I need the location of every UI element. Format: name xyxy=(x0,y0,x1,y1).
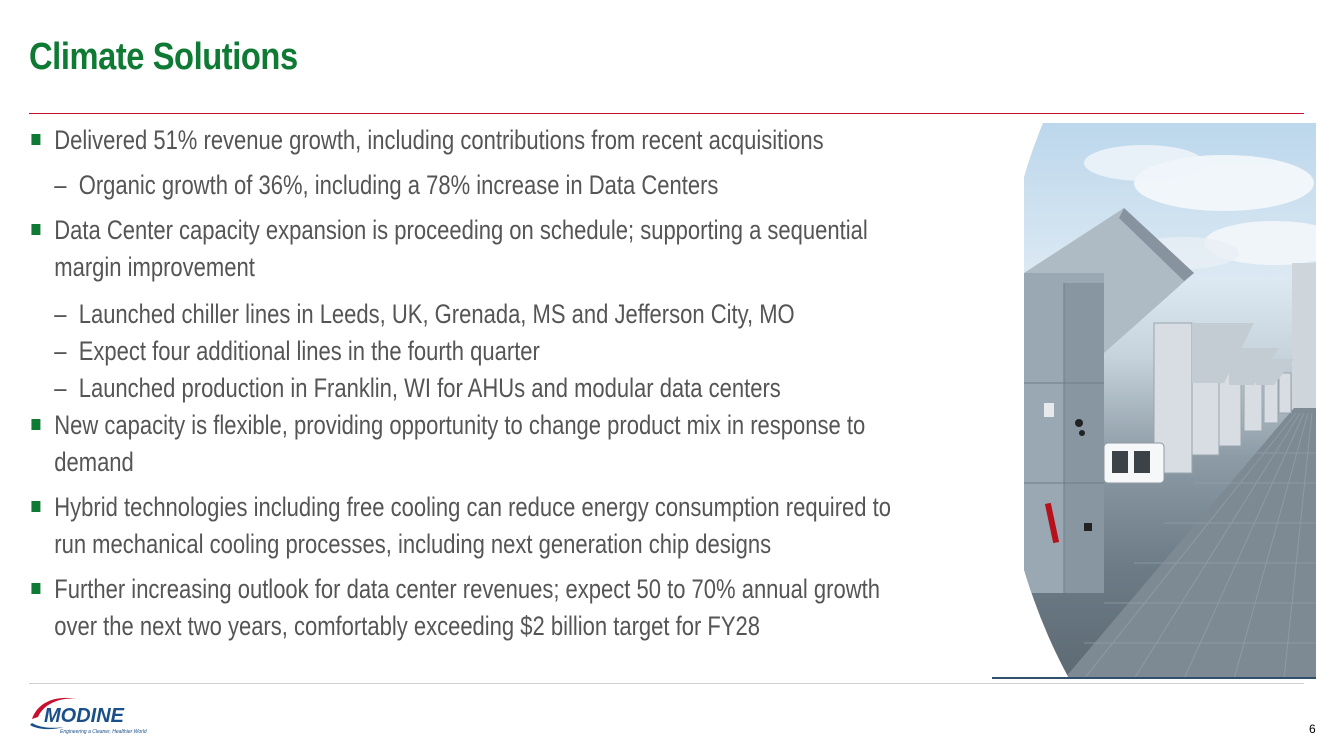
modine-logo xyxy=(28,693,158,737)
bullet-item xyxy=(29,407,893,481)
sub-bullet-text: Launched chiller lines in Leeds, UK, Grenada, MS and Jefferson City, MO xyxy=(78,299,795,329)
sub-bullet-item xyxy=(29,370,893,407)
photo-illustration xyxy=(1024,123,1316,679)
bullet-square-icon xyxy=(31,134,40,145)
sub-bullet-text: Launched production in Franklin, WI for AHUs and modular data centers xyxy=(78,373,781,403)
bullet-text: Delivered 51% revenue growth, including contributions from recent acquisitions xyxy=(54,125,824,155)
bullet-text: Hybrid technologies including free cooling can reduce energy consumption required to run mechanical cooling processes, including next generation chip designs xyxy=(54,492,891,559)
sub-bullet-item xyxy=(29,167,893,204)
sub-bullet-item xyxy=(29,296,893,333)
rooftop-cooling-units-photo xyxy=(1024,123,1316,679)
logo-wordmark: MODINE xyxy=(44,705,124,727)
bullet-text: Further increasing outlook for data center revenues; expect 50 to 70% annual growth over the next two years, comfortably exceeding $2 billion target for FY28 xyxy=(54,574,880,641)
photo-baseline xyxy=(992,677,1316,679)
bullet-text: New capacity is flexible, providing opportunity to change product mix in response to demand xyxy=(54,410,866,477)
bullet-item xyxy=(29,212,893,286)
bullet-square-icon xyxy=(31,583,40,594)
bullet-square-icon xyxy=(31,501,40,512)
bullet-item xyxy=(29,122,893,159)
bullet-text: Data Center capacity expansion is proceeding on schedule; supporting a sequential margin improvement xyxy=(54,215,868,282)
footer-divider xyxy=(29,683,1304,684)
sub-bullet-text: Expect four additional lines in the fourth quarter xyxy=(78,336,540,366)
bullet-square-icon xyxy=(31,224,40,235)
bullet-square-icon xyxy=(31,419,40,430)
modine-logo-mark xyxy=(28,693,158,737)
dash-icon: – xyxy=(54,336,67,366)
logo-tagline: Engineering a Cleaner, Healthier World xyxy=(60,729,147,735)
slide-title: Climate Solutions xyxy=(29,36,298,78)
title-divider xyxy=(29,113,1304,114)
sub-bullet-item xyxy=(29,333,893,370)
bullet-item xyxy=(29,489,893,563)
sub-bullet-text: Organic growth of 36%, including a 78% increase in Data Centers xyxy=(78,170,719,200)
dash-icon: – xyxy=(54,299,67,329)
dash-icon: – xyxy=(54,373,67,403)
bullet-list xyxy=(29,122,893,645)
page-number: 6 xyxy=(1309,722,1316,736)
bullet-item xyxy=(29,571,893,645)
dash-icon: – xyxy=(54,170,67,200)
